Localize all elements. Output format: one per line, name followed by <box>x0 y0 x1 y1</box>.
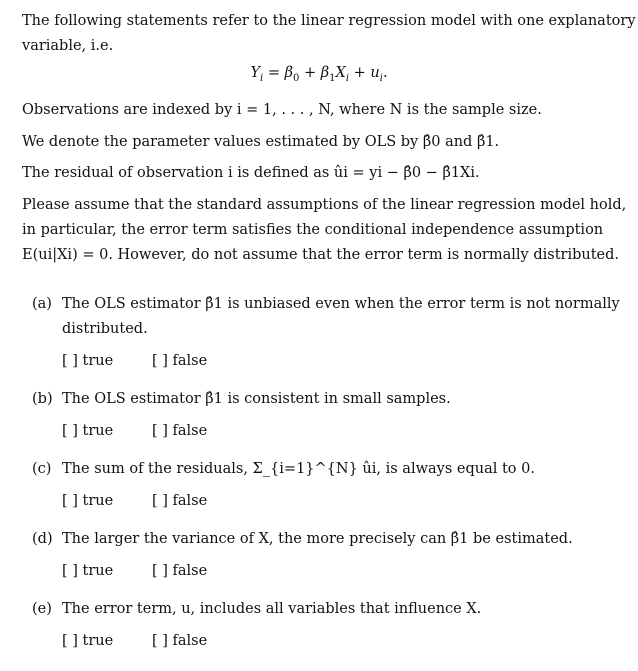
question-a-text: The OLS estimator β̂1 is unbiased even when the error term is not normally <box>62 296 620 312</box>
question-c-true-checkbox[interactable]: [ ] true <box>62 493 114 509</box>
question-a-text-continued: distributed. <box>62 321 148 337</box>
assumption-line-2: in particular, the error term satisfies the conditional independence assumption <box>22 222 604 238</box>
observations-line: Observations are indexed by i = 1, . . . , N, where N is the sample size. <box>22 102 542 118</box>
question-c-label: (c) <box>32 461 52 477</box>
question-b-text: The OLS estimator β̂1 is consistent in small samples. <box>62 391 451 407</box>
assumption-line-3: E(ui|Xi) = 0. However, do not assume that the error term is normally distributed. <box>22 247 620 263</box>
question-c-text: The sum of the residuals, Σ_{i=1}^{N} ûi, is always equal to 0. <box>62 461 535 477</box>
question-e-text: The error term, u, includes all variables that influence X. <box>62 601 482 617</box>
question-e-false-checkbox[interactable]: [ ] false <box>152 633 208 649</box>
question-c-false-checkbox[interactable]: [ ] false <box>152 493 208 509</box>
question-d-label: (d) <box>32 531 53 547</box>
question-a-label: (a) <box>32 296 52 312</box>
question-a-true-checkbox[interactable]: [ ] true <box>62 353 114 369</box>
question-d-text: The larger the variance of X, the more precisely can β̂1 be estimated. <box>62 531 573 547</box>
question-e-label: (e) <box>32 601 52 617</box>
question-b-true-checkbox[interactable]: [ ] true <box>62 423 114 439</box>
question-d-true-checkbox[interactable]: [ ] true <box>62 563 114 579</box>
question-b-false-checkbox[interactable]: [ ] false <box>152 423 208 439</box>
question-b-label: (b) <box>32 391 53 407</box>
residual-line: The residual of observation i is defined as ûi = yi − β̂0 − β̂1Xi. <box>22 165 480 181</box>
question-a-false-checkbox[interactable]: [ ] false <box>152 353 208 369</box>
question-e-true-checkbox[interactable]: [ ] true <box>62 633 114 649</box>
intro-line-1: The following statements refer to the linear regression model with one explanatory <box>22 13 636 29</box>
model-equation: $Y_i = \beta_0 + \beta_1X_i + u_i$. <box>250 65 388 84</box>
intro-line-2: variable, i.e. <box>22 38 114 54</box>
question-d-false-checkbox[interactable]: [ ] false <box>152 563 208 579</box>
ols-line: We denote the parameter values estimated by OLS by β̂0 and β̂1. <box>22 134 500 150</box>
assumption-line-1: Please assume that the standard assumptions of the linear regression model hold, <box>22 197 627 213</box>
